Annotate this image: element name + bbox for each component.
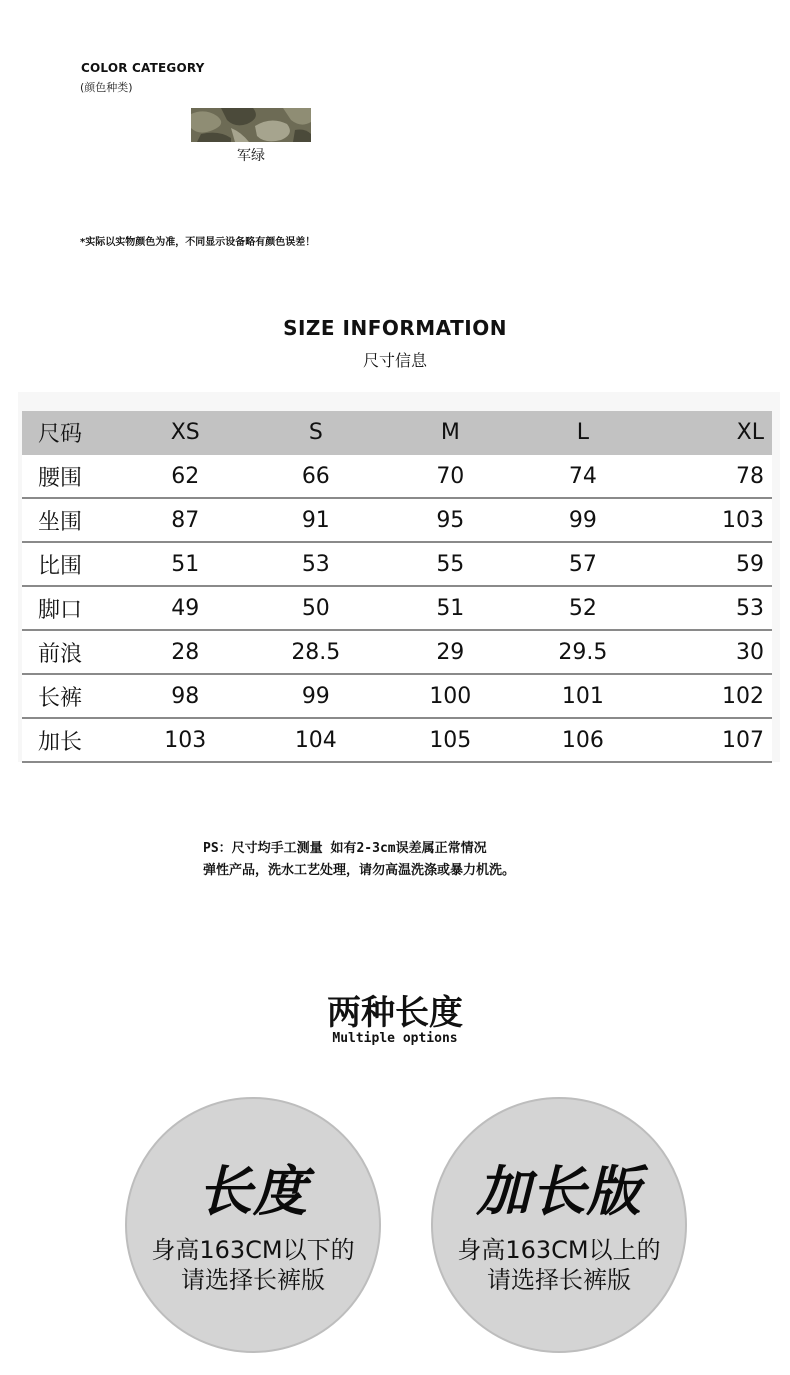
table-cell: 87	[123, 498, 248, 542]
table-row	[22, 498, 772, 542]
table-row	[22, 718, 772, 762]
table-cell: 74	[517, 454, 650, 498]
option-circle-extra-length[interactable]	[431, 1097, 687, 1353]
table-cell: 62	[123, 454, 248, 498]
table-cell: 55	[384, 542, 516, 586]
table-row	[22, 674, 772, 718]
option-heading: 加长版	[476, 1160, 642, 1223]
table-header-cell: M	[384, 411, 516, 454]
table-row	[22, 542, 772, 586]
table-cell: 49	[123, 586, 248, 630]
table-row	[22, 586, 772, 630]
color-category-subtitle: (颜色种类)	[80, 81, 133, 94]
table-cell: 53	[248, 542, 385, 586]
option-description-line: 身高163CM以下的	[151, 1236, 355, 1264]
table-row-label: 脚口	[22, 586, 123, 630]
swatch-label: 军绿	[237, 148, 265, 164]
table-cell: 95	[384, 498, 516, 542]
options-title: 两种长度	[327, 993, 463, 1033]
table-cell: 29	[384, 630, 516, 674]
table-cell: 101	[517, 674, 650, 718]
table-header-cell: L	[517, 411, 650, 454]
table-cell: 99	[248, 674, 385, 718]
table-cell: 78	[649, 454, 772, 498]
table-row-label: 长裤	[22, 674, 123, 718]
table-header-cell: XS	[123, 411, 248, 454]
table-cell: 29.5	[517, 630, 650, 674]
table-cell: 50	[248, 586, 385, 630]
table-cell: 28.5	[248, 630, 385, 674]
ps-notes	[203, 838, 515, 882]
table-cell: 30	[649, 630, 772, 674]
table-row-label: 加长	[22, 718, 123, 762]
size-table-header-row	[22, 411, 772, 454]
table-cell: 51	[384, 586, 516, 630]
option-heading: 长度	[198, 1160, 308, 1223]
table-cell: 52	[517, 586, 650, 630]
option-description-line: 请选择长裤版	[181, 1266, 325, 1294]
table-cell: 100	[384, 674, 516, 718]
table-cell: 103	[649, 498, 772, 542]
table-header-cell: S	[248, 411, 385, 454]
table-cell: 98	[123, 674, 248, 718]
size-table	[22, 411, 772, 763]
table-cell: 53	[649, 586, 772, 630]
table-cell: 28	[123, 630, 248, 674]
size-information-subtitle: 尺寸信息	[362, 351, 427, 370]
table-cell: 104	[248, 718, 385, 762]
table-cell: 105	[384, 718, 516, 762]
size-information-title: SIZE INFORMATION	[283, 316, 507, 340]
color-category-title: COLOR CATEGORY	[81, 61, 205, 75]
color-disclaimer-note: *实际以实物颜色为准，不同显示设备略有颜色误差！	[80, 237, 316, 248]
option-circle-regular-length[interactable]	[125, 1097, 381, 1353]
ps-note-line: PS：尺寸均手工测量 如有2-3cm误差属正常情况	[203, 841, 487, 856]
table-header-cell: XL	[649, 411, 772, 454]
ps-note-line: 弹性产品，洗水工艺处理，请勿高温洗涤或暴力机洗。	[203, 863, 516, 878]
option-description-line: 请选择长裤版	[487, 1266, 631, 1294]
table-row-label: 前浪	[22, 630, 123, 674]
options-subtitle: Multiple options	[332, 1031, 458, 1046]
table-cell: 66	[248, 454, 385, 498]
table-cell: 106	[517, 718, 650, 762]
table-row-label: 比围	[22, 542, 123, 586]
table-cell: 57	[517, 542, 650, 586]
table-cell: 70	[384, 454, 516, 498]
table-cell: 51	[123, 542, 248, 586]
table-header-cell: 尺码	[22, 411, 123, 454]
option-description-line: 身高163CM以上的	[457, 1236, 661, 1264]
table-cell: 99	[517, 498, 650, 542]
table-row-label: 坐围	[22, 498, 123, 542]
size-table-body	[22, 454, 772, 762]
table-cell: 91	[248, 498, 385, 542]
color-swatch-army-green[interactable]	[191, 108, 311, 142]
camouflage-pattern-icon	[191, 108, 311, 142]
table-row	[22, 454, 772, 498]
table-row-label: 腰围	[22, 454, 123, 498]
table-cell: 103	[123, 718, 248, 762]
table-row	[22, 630, 772, 674]
table-cell: 59	[649, 542, 772, 586]
table-cell: 107	[649, 718, 772, 762]
table-cell: 102	[649, 674, 772, 718]
